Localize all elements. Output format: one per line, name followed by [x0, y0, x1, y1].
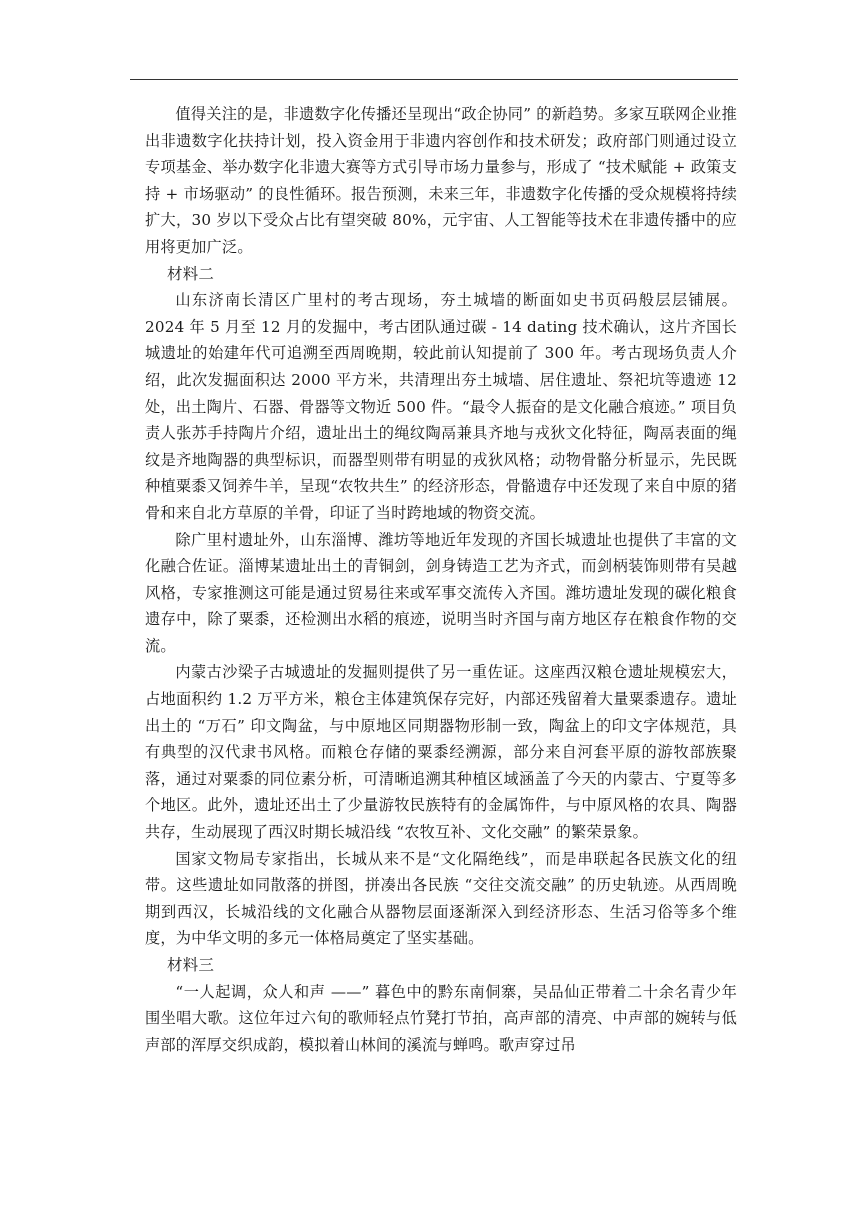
document-body	[145, 101, 737, 1058]
header-rule	[130, 79, 738, 80]
section-heading-material-2: 材料二	[167, 264, 215, 283]
paragraph-dong-grand-song: “一人起调，众人和声 ——” 暮色中的黔东南侗寨，吴品仙正带着二十余名青少年围坐唱大歌。这位年过六旬的歌师轻点竹凳打节拍，高声部的清亮、中声部的婉转与低声部的浑厚交织成韵，模拟着山林间的溪流与蝉鸣。歌声穿过吊	[145, 982, 737, 1054]
paragraph-zibo-weifang: 除广里村遗址外，山东淄博、潍坊等地近年发现的齐国长城遗址也提供了丰富的文化融合佐证。淄博某遗址出土的青铜剑，剑身铸造工艺为齐式，而剑柄装饰则带有吴越风格，专家推测这可能是通过贸易往来或军事交流传入齐国。潍坊遗址发现的碳化粮食遗存中，除了粟黍，还检测出水稻的痕迹，说明当时齐国与南方地区存在粮食作物的交流。	[145, 530, 737, 655]
paragraph-guangli-excavation: 山东济南长清区广里村的考古现场，夯土城墙的断面如史书页码般层层铺展。2024 年 5 月至 12 月的发掘中，考古团队通过碳 - 14 dating 技术确认，这片齐国长城遗址的始建年代可追溯至西周晚期，较此前认知提前了 300 年。考古现场负责人介绍，此次发掘面积达 2000 平方米，共清理出夯土城墙、居住遗址、祭祀坑等遗迹 12 处，出土陶片、石器、骨器等文物近 500 件。“最令人振奋的是文化融合痕迹。” 项目负责人张苏手持陶片介绍，遗址出土的绳纹陶鬲兼具齐地与戎狄文化特征，陶鬲表面的绳纹是齐地陶器的典型标识，而器型则带有明显的戎狄风格；动物骨骼分析显示，先民既种植粟黍又饲养牛羊，呈现“农牧共生” 的经济形态，骨骼遗存中还发现了来自中原的猪骨和来自北方草原的羊骨，印证了当时跨地域的物资交流。	[145, 291, 737, 522]
paragraph-expert-view: 国家文物局专家指出，长城从来不是“文化隔绝线”，而是串联起各民族文化的纽带。这些遗址如同散落的拼图，拼凑出各民族 “交往交流交融” 的历史轨迹。从西周晚期到西汉，长城沿线的文化融合从器物层面逐渐深入到经济形态、生活习俗等多个维度，为中华文明的多元一体格局奠定了坚实基础。	[145, 849, 737, 948]
paragraph-policy-trend: 值得关注的是，非遗数字化传播还呈现出“政企协同” 的新趋势。多家互联网企业推出非遗数字化扶持计划，投入资金用于非遗内容创作和技术研发；政府部门则通过设立专项基金、举办数字化非遗大赛等方式引导市场力量参与，形成了 “技术赋能 + 政策支持 + 市场驱动” 的良性循环。报告预测，未来三年，非遗数字化传播的受众规模将持续扩大，30 岁以下受众占比有望突破 80%，元宇宙、人工智能等技术在非遗传播中的应用将更加广泛。	[145, 105, 737, 256]
paragraph-shaliangzi: 内蒙古沙梁子古城遗址的发掘则提供了另一重佐证。这座西汉粮仓遗址规模宏大，占地面积约 1.2 万平方米，粮仓主体建筑保存完好，内部还残留着大量粟黍遗存。遗址出土的 “万石” 印文陶盆，与中原地区同期器物形制一致，陶盆上的印文字体规范，具有典型的汉代隶书风格。而粮仓存储的粟黍经溯源，部分来自河套平原的游牧部族聚落，通过对粟黍的同位素分析，可清晰追溯其种植区域涵盖了今天的内蒙古、宁夏等多个地区。此外，遗址还出土了少量游牧民族特有的金属饰件，与中原风格的农具、陶器共存，生动展现了西汉时期长城沿线 “农牧互补、文化交融” 的繁荣景象。	[145, 663, 737, 842]
section-heading-material-3: 材料三	[167, 956, 215, 974]
